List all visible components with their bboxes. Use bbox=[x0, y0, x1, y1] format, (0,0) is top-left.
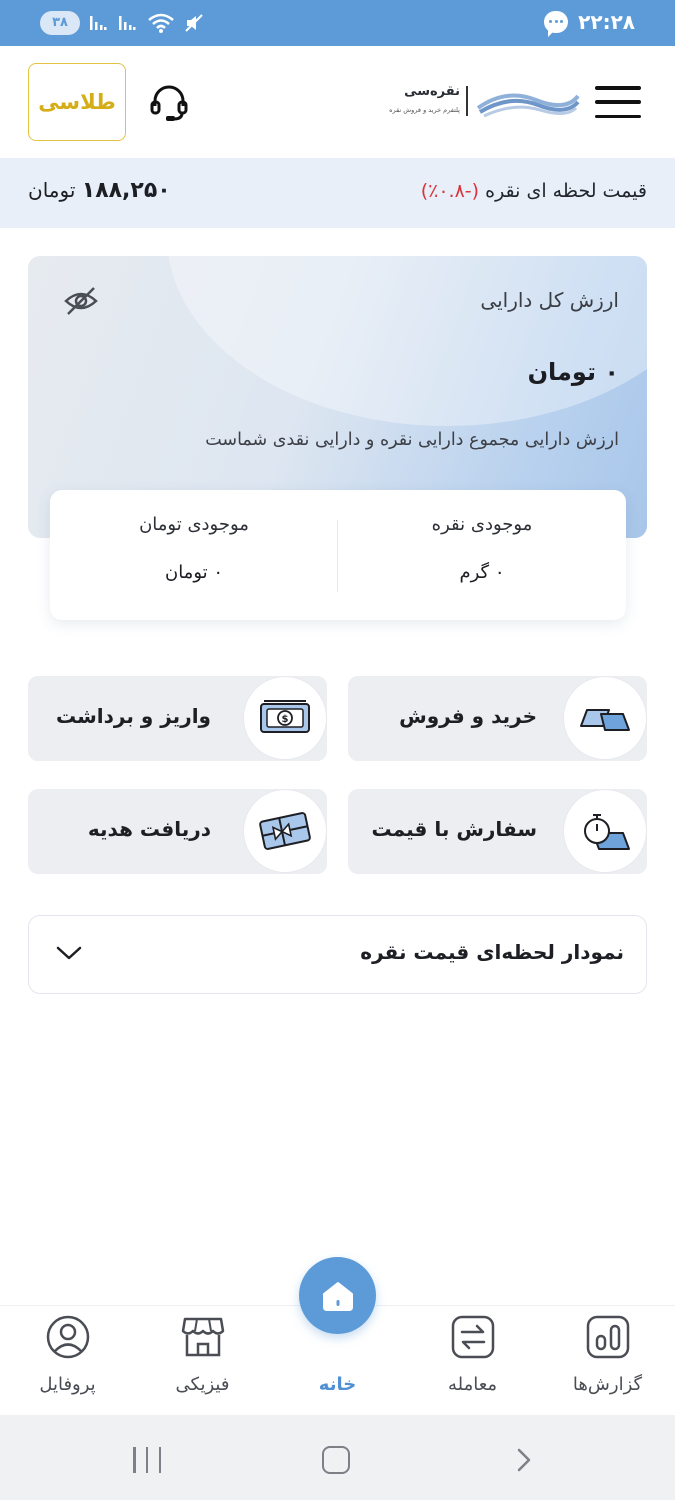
menu-button[interactable] bbox=[595, 86, 641, 118]
mute-icon bbox=[184, 13, 204, 33]
chart-icon bbox=[585, 1314, 631, 1360]
status-bar-right bbox=[544, 10, 635, 34]
nav-label-physical: فیزیکی bbox=[175, 1374, 230, 1395]
total-assets-description: ارزش دارایی مجموع دارایی نقره و دارایی نقدی شماست bbox=[205, 430, 619, 450]
store-icon bbox=[180, 1314, 226, 1360]
app-header bbox=[0, 46, 675, 158]
deposit-withdraw-label: واریز و برداشت bbox=[55, 704, 211, 728]
toman-balance-title: موجودی تومان bbox=[139, 514, 249, 535]
receive-gift-button[interactable] bbox=[28, 789, 327, 874]
total-assets-title: ارزش کل دارایی bbox=[480, 288, 619, 312]
nav-label-profile: پروفایل bbox=[39, 1374, 96, 1395]
menu-line bbox=[595, 115, 641, 119]
app-logo bbox=[380, 72, 580, 132]
silver-balance bbox=[338, 490, 626, 620]
support-headset-icon[interactable] bbox=[148, 82, 190, 124]
recent-apps-button[interactable] bbox=[133, 1447, 161, 1473]
nav-label-home: خانه bbox=[318, 1374, 357, 1395]
nav-label-reports: گزارش‌ها bbox=[572, 1374, 643, 1395]
gold-app-button[interactable]: طلاسی bbox=[28, 63, 126, 141]
menu-line bbox=[595, 100, 641, 104]
price-order-button[interactable] bbox=[348, 789, 647, 874]
nav-item-trade[interactable] bbox=[405, 1306, 540, 1416]
system-navigation-bar bbox=[0, 1415, 675, 1500]
price-number: ۱۸۸,۲۵۰ bbox=[81, 178, 171, 203]
price-unit: تومان bbox=[28, 178, 76, 202]
exchange-icon bbox=[450, 1314, 496, 1360]
silver-balance-title: موجودی نقره bbox=[431, 514, 533, 535]
signal-icon bbox=[89, 14, 109, 32]
silver-balance-value: ۰ گرم bbox=[459, 562, 505, 583]
nav-label-trade: معامله bbox=[447, 1374, 498, 1395]
live-price-value bbox=[28, 178, 171, 203]
profile-icon bbox=[45, 1314, 91, 1360]
back-arrow-icon[interactable] bbox=[515, 1448, 533, 1472]
logo-wave-icon bbox=[476, 86, 580, 120]
chevron-down-icon bbox=[55, 944, 83, 962]
receive-gift-label: دریافت هدیه bbox=[87, 817, 211, 841]
hide-balance-eye-icon[interactable] bbox=[64, 286, 98, 316]
svg-text:$: $ bbox=[281, 714, 289, 725]
clock: ۲۲:۲۸ bbox=[578, 10, 635, 34]
nav-item-physical[interactable] bbox=[135, 1306, 270, 1416]
stopwatch-icon bbox=[564, 790, 646, 872]
toman-balance bbox=[50, 490, 338, 620]
live-price-label bbox=[421, 180, 647, 202]
nav-item-reports[interactable] bbox=[540, 1306, 675, 1416]
silver-bars-icon bbox=[564, 677, 646, 759]
live-price-bar bbox=[0, 158, 675, 228]
price-change: (-۰.۸٪) bbox=[420, 180, 480, 202]
price-order-label: سفارش با قیمت bbox=[371, 817, 537, 841]
status-bar bbox=[0, 0, 675, 46]
chart-accordion-title: نمودار لحظه‌ای قیمت نقره bbox=[360, 940, 624, 964]
menu-line bbox=[595, 86, 641, 90]
logo-subtitle: پلتفرم خرید و فروش نقره bbox=[389, 106, 460, 114]
live-price-chart-accordion[interactable] bbox=[28, 915, 647, 994]
wifi-icon bbox=[147, 12, 175, 34]
price-label-text: قیمت لحظه ای نقره bbox=[485, 180, 647, 202]
buy-sell-button[interactable] bbox=[348, 676, 647, 761]
buy-sell-label: خرید و فروش bbox=[399, 704, 537, 728]
status-bar-left bbox=[40, 11, 204, 35]
logo-title: نقره‌سی bbox=[404, 84, 460, 99]
balances-box bbox=[50, 490, 626, 620]
total-assets-value: ۰ تومان bbox=[527, 358, 619, 386]
home-icon bbox=[320, 1279, 356, 1313]
system-home-button[interactable] bbox=[322, 1446, 350, 1474]
nav-item-profile[interactable] bbox=[0, 1306, 135, 1416]
battery-indicator: ۳۸ bbox=[40, 11, 80, 35]
gift-card-icon bbox=[244, 790, 326, 872]
signal-icon-2 bbox=[118, 14, 138, 32]
deposit-withdraw-button[interactable] bbox=[28, 676, 327, 761]
cash-money-icon bbox=[244, 677, 326, 759]
home-button[interactable] bbox=[299, 1257, 376, 1334]
toman-balance-value: ۰ تومان bbox=[164, 562, 224, 583]
message-notification-icon bbox=[544, 11, 568, 33]
